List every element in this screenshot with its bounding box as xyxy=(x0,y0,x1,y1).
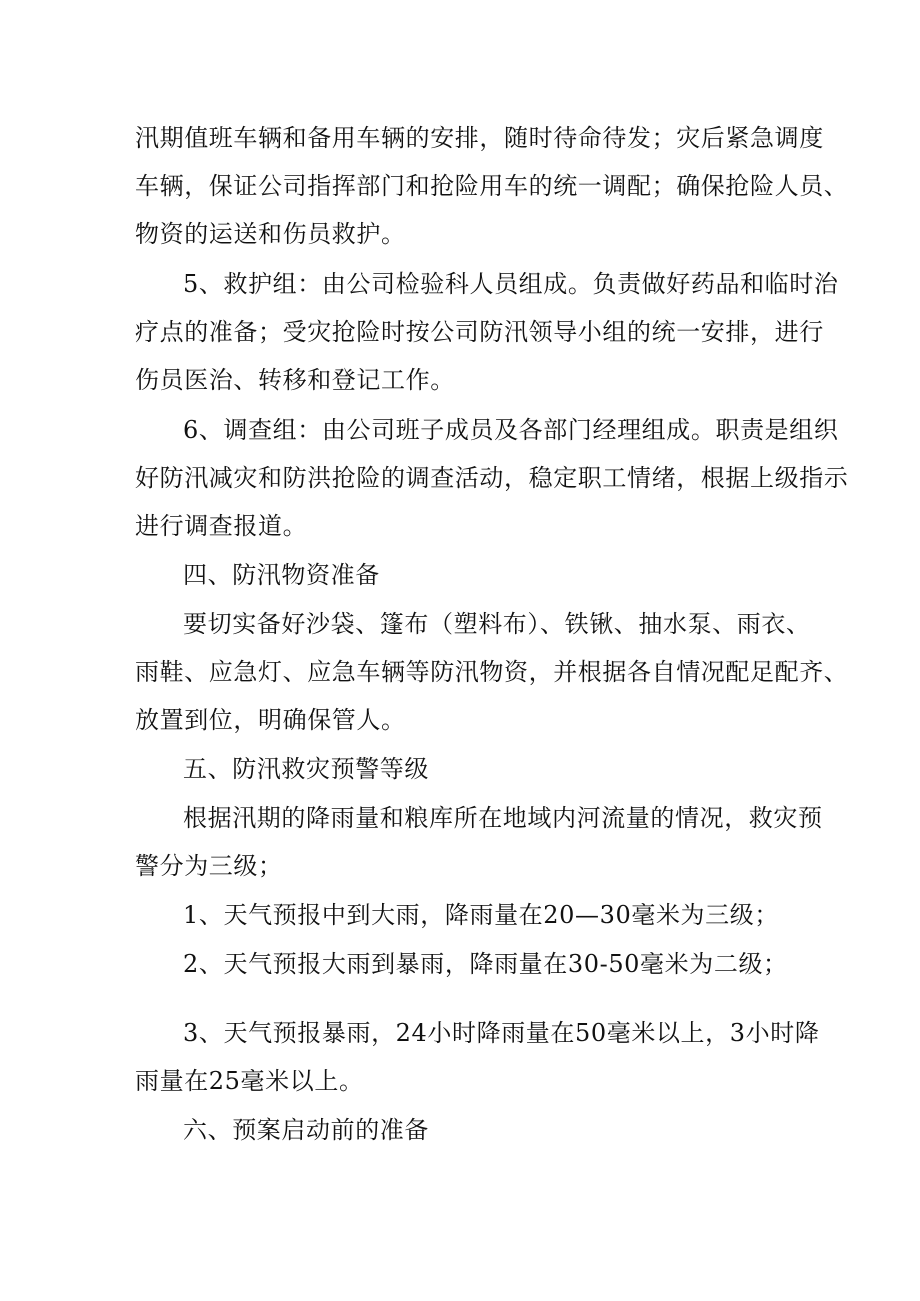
text-line-20: 雨量在25毫米以上。 xyxy=(135,1067,364,1095)
text-line-9: 进行调查报道。 xyxy=(135,512,308,540)
text-line-4: 5、救护组：由公司检验科人员组成。负责做好药品和临时治 xyxy=(183,270,839,298)
text-line-1: 汛期值班车辆和备用车辆的安排，随时待命待发；灾后紧急调度 xyxy=(135,124,824,152)
text-line-5: 疗点的准备；受灾抢险时按公司防汛领导小组的统一安排，进行 xyxy=(135,318,824,346)
text-line-16: 警分为三级； xyxy=(135,852,283,880)
text-line-15: 根据汛期的降雨量和粮库所在地域内河流量的情况，救灾预 xyxy=(183,804,823,832)
section-heading-5: 五、防汛救灾预警等级 xyxy=(183,755,429,783)
text-line-12: 雨鞋、应急灯、应急车辆等防汛物资，并根据各自情况配足配齐、 xyxy=(135,658,849,686)
text-line-13: 放置到位，明确保管人。 xyxy=(135,706,406,734)
section-heading-6: 六、预案启动前的准备 xyxy=(183,1116,429,1144)
list-item-3: 3、天气预报暴雨，24小时降雨量在50毫米以上，3小时降 xyxy=(183,1019,820,1047)
text-line-6: 伤员医治、转移和登记工作。 xyxy=(135,366,455,394)
list-item-2: 2、天气预报大雨到暴雨，降雨量在30-50毫米为二级； xyxy=(183,950,788,978)
text-line-7: 6、调查组：由公司班子成员及各部门经理组成。职责是组织 xyxy=(183,416,839,444)
text-line-2: 车辆，保证公司指挥部门和抢险用车的统一调配；确保抢险人员、 xyxy=(135,172,849,200)
text-line-3: 物资的运送和伤员救护。 xyxy=(135,220,406,248)
list-item-1: 1、天气预报中到大雨，降雨量在20—30毫米为三级； xyxy=(183,901,779,929)
text-line-11: 要切实备好沙袋、篷布（塑料布）、铁锹、抽水泵、雨衣、 xyxy=(183,610,811,638)
text-line-8: 好防汛减灾和防洪抢险的调查活动，稳定职工情绪，根据上级指示 xyxy=(135,464,849,492)
section-heading-4: 四、防汛物资准备 xyxy=(183,561,380,589)
